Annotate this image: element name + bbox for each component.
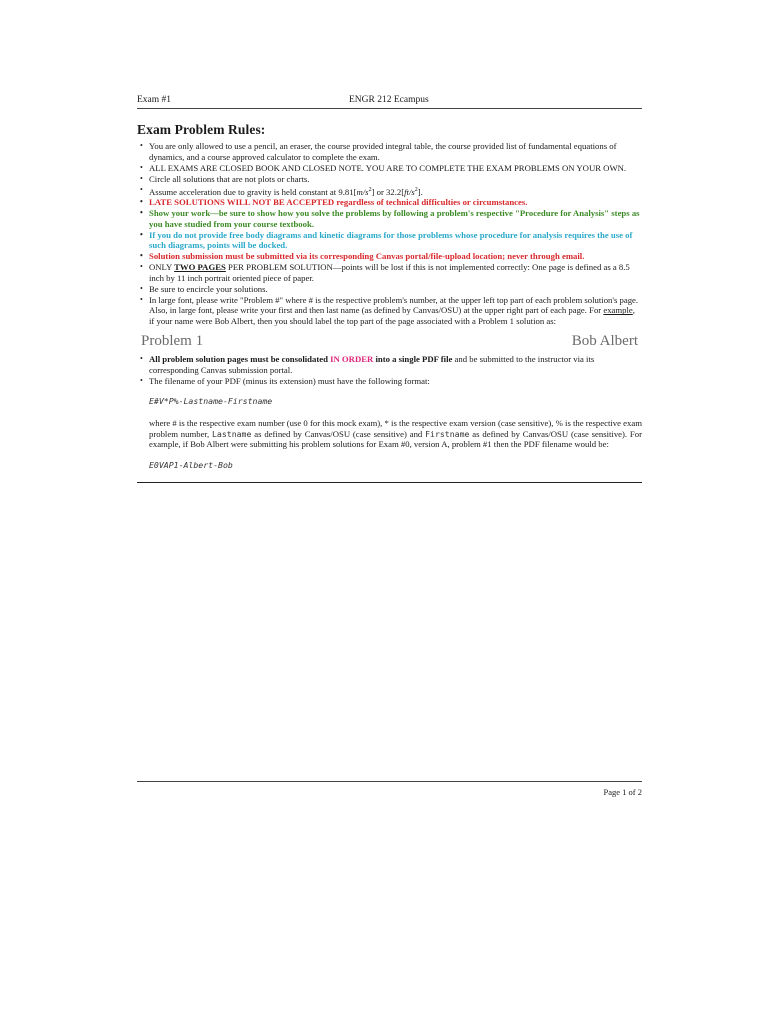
rule-item-filename: • The filename of your PDF (minus its extension) must have the following format: xyxy=(149,376,642,387)
rule-item-encircle: • Be sure to encircle your solutions. xyxy=(149,284,642,295)
page-header xyxy=(137,92,642,108)
rule-item-materials: • You are only allowed to use a pencil, an eraser, the course provided integral table, the course provided list of fundamental equations of dynamics, and a course approved calculator to complete the exam. xyxy=(149,141,642,162)
rule-item-show-work: • Show your work—be sure to show how you solve the problems by following a problem's respective "Procedure for Analysis" steps as you have studied from your course textbook. xyxy=(149,208,642,229)
rules-list xyxy=(137,141,642,326)
page-title: Exam Problem Rules: xyxy=(137,122,266,137)
page-number: Page 1 of 2 xyxy=(603,787,642,797)
course-name: ENGR 212 Ecampus xyxy=(349,95,429,105)
section-end-rule xyxy=(137,482,642,483)
rule-item-two-pages: • ONLY TWO PAGES PER PROBLEM SOLUTION—points will be lost if this is not implemented correctly: One page is defined as a 8.5 inch by 11 inch portrait oriented piece of paper. xyxy=(149,262,642,283)
sample-problem: Problem 1 xyxy=(141,333,204,350)
filename-explanation: where # is the respective exam number (use 0 for this mock exam), * is the respective exam version (case sensitive), % is the respective exam problem number, Lastname as defined by Canvas/OSU (case sensitive) and Firstname as defined by Canvas/OSU (case sensitive). For example, if Bob Albert were submitting his problem solutions for Exam #0, version A, problem #1 then the PDF filename would be: xyxy=(149,418,643,450)
exam-number: Exam #1 xyxy=(137,95,172,105)
header-rule xyxy=(137,108,642,109)
rule-item-circle: • Circle all solutions that are not plots or charts. xyxy=(149,174,642,185)
filename-format: E#V*P%-Lastname-Firstname xyxy=(149,396,273,407)
rule-item-labeling: • In large font, please write "Problem #" where # is the respective problem's number, at the upper left top part of each problem solution's page. Also, in large font, please write your first and then last name (as defined by Canvas/OSU) at the upper right part of each page. For example, if your name were Bob Albert, then you should label the top part of the page associated with a Problem 1 solution as: xyxy=(149,295,642,327)
rule-item-consolidate: • All problem solution pages must be consolidated IN ORDER into a single PDF file and be submitted to the instructor via its corresponding Canvas submission portal. xyxy=(149,354,642,375)
rule-item-diagrams: • If you do not provide free body diagrams and kinetic diagrams for those problems whose procedure for analysis requires the use of such diagrams, points will be docked. xyxy=(149,230,642,251)
rule-item-closed-book: • ALL EXAMS ARE CLOSED BOOK AND CLOSED NOTE. YOU ARE TO COMPLETE THE EXAM PROBLEMS ON YOUR OWN. xyxy=(149,163,642,174)
rule-item-submission: • Solution submission must be submitted via its corresponding Canvas portal/file-upload location; never through email. xyxy=(149,251,642,262)
rule-item-late: • LATE SOLUTIONS WILL NOT BE ACCEPTED regardless of technical difficulties or circumstances. xyxy=(149,197,642,208)
footer-rule xyxy=(137,781,642,782)
page-footer xyxy=(137,781,642,797)
filename-example: E0VAP1-Albert-Bob xyxy=(149,459,233,470)
submission-rules-list xyxy=(137,354,642,386)
exam-page xyxy=(137,92,642,483)
sample-label xyxy=(141,333,638,350)
sample-name: Bob Albert xyxy=(571,333,638,350)
rule-item-gravity: • Assume acceleration due to gravity is held constant at $9.81[m/s^2]$ or $32.2[ft/s^2]$. xyxy=(149,185,642,197)
